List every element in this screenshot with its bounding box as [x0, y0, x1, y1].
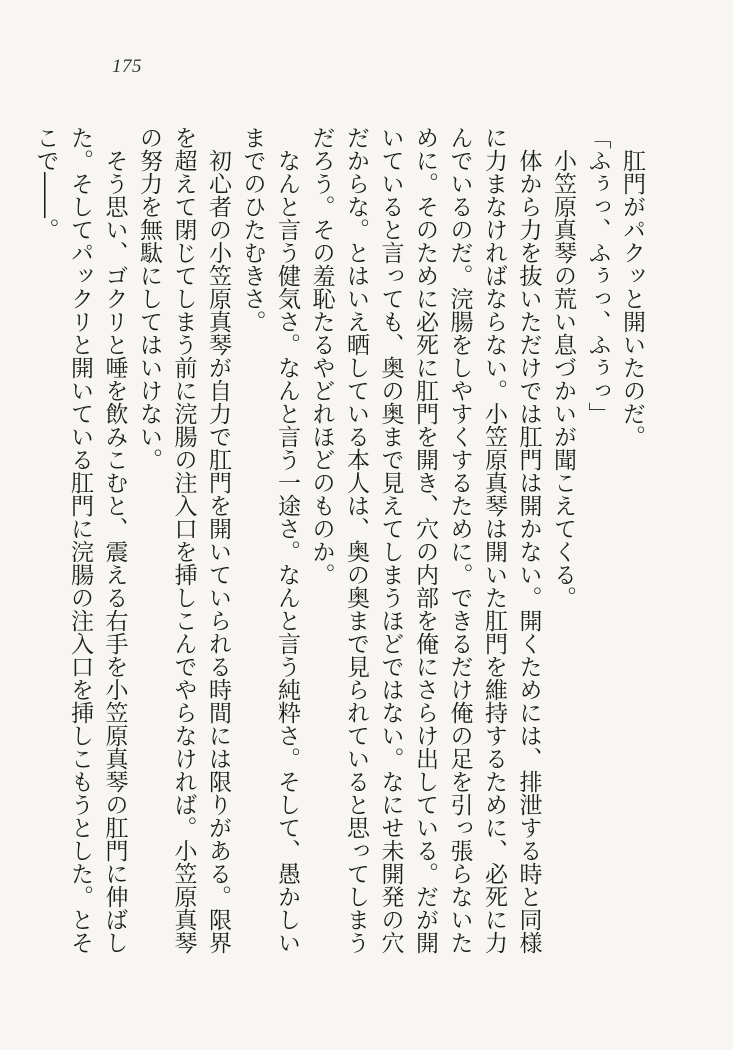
- page-number: 175: [112, 56, 142, 77]
- paragraph: 初心者の小笠原真琴が自力で肛門を開いていられる時間には限りがある。限界を超えて閉じてしまう前に浣腸の注入口を挿しこんでやらなければ。小笠原真琴の努力を無駄にしてはいけない。: [136, 126, 231, 954]
- paragraph: なんと言う健気さ。なんと言う一途さ。なんと言う純粋さ。そして、愚かしいまでのひたむきさ。: [239, 126, 300, 954]
- body-text: [28, 126, 649, 956]
- paragraph: 肛門がパクッと開いたのだ。: [619, 149, 645, 448]
- paragraph: そう思い、ゴクリと唾を飲みこむと、震える右手を小笠原真琴の肛門に伸ばした。そしてパックリと開いている肛門に浣腸の注入口を挿しこもうとした。とそこで――。: [32, 126, 128, 954]
- paragraph: 「ふぅっ、ふぅっ、ふぅっ」: [584, 126, 611, 425]
- paragraph: 小笠原真琴の荒い息づかいが聞こえてくる。: [550, 149, 576, 609]
- paragraph: 体から力を抜いただけでは肛門は開かない。開くためには、排泄する時と同様に力まなければならない。小笠原真琴は開いた肛門を維持するために、必死に力んでいるのだ。浣腸をしやすくするために。できるだけ俺の足を引っ張らないために。そのために必死に肛門を開き、穴の内部を俺にさらけ出している。だが開いていると言っても、奥の奥まで見えてしまうほどではない。なにせ未開発の穴だからな。とはいえ晒している本人は、奥の奥まで見られていると思ってしまうだろう。その羞恥たるやどれほどのものか。: [308, 126, 542, 954]
